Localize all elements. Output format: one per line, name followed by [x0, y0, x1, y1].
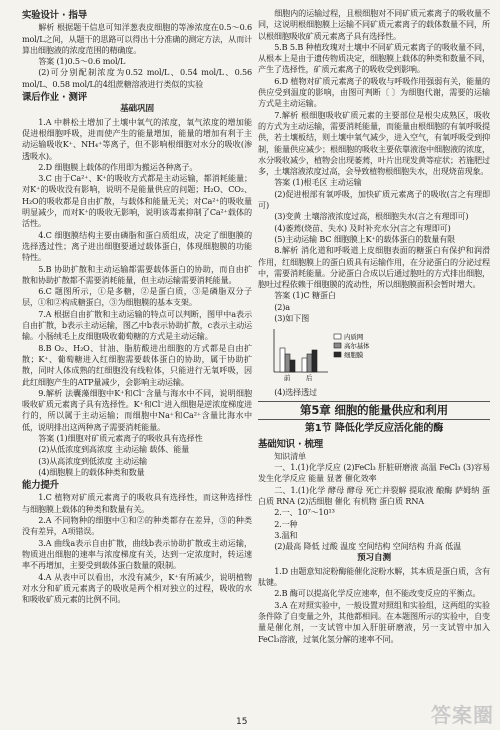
- legend-label: 高尔基体: [344, 342, 370, 351]
- paragraph: (2)从低浓度到高浓度 主动运输 载体、能量: [38, 444, 190, 455]
- paragraph: 8.解析 消化道和呼吸道上皮细胞表面的糖蛋白有保护和润滑作用，红细胞膜上的蛋白质具有运输作用，在分泌蛋白的分泌过程中，需要消耗能量。分泌蛋白合成以后通过胞吐的方式排出细胞，胞吐过程依赖于细胞膜的流动性，所以细胞膜面积会暂时增大。: [258, 245, 490, 290]
- paragraph: 2.A 不同物种的细胞中①和②的种类都存在差异，③的种类没有差异，A项错误。: [22, 515, 252, 537]
- paragraph: 5.B 5.B 种植玫瑰对土壤中不同矿质元素离子的吸收量不同，从根本上是由于遗传物质决定，细胞膜上载体的种类和数量不同，产生了选择性，矿质元素离子的吸收受到影响。: [258, 41, 490, 75]
- sub-heading: 基础巩固: [120, 104, 154, 115]
- paragraph: (2)可分别配制浓度为0.52 mol/L、0.54 mol/L、0.56 mol/L、0.58 mol/L的4组蔗糖溶液进行类似的实验: [22, 67, 252, 89]
- bar-0-1: [285, 354, 290, 372]
- x-tick-label: 前: [283, 374, 291, 383]
- paragraph: 2.一、10⁷～10¹³: [274, 507, 335, 518]
- paragraph: 2.B 酶可以提高化学反应速率，但不能改变反应的平衡点。: [274, 588, 481, 599]
- paragraph: 5.B 协助扩散和主动运输都需要载体蛋白的协助，而自由扩散和协助扩散都不需要消耗能量，但主动运输需要消耗能量。: [22, 263, 252, 285]
- left-column: [22, 8, 252, 605]
- section-heading: 课后作业 · 测评: [22, 92, 87, 104]
- paragraph: 1.D 由题意知淀粉酶能催化淀粉水解，其本质是蛋白质，含有肽键。: [258, 565, 490, 588]
- membrane-area-chart: [266, 326, 386, 382]
- paragraph: 答案 (1)根毛区 主动运输: [274, 177, 362, 188]
- paragraph: 二、1.(1)化学 酵母 酵母 死亡并裂解 提取液 酿酶 萨姆纳 蛋白质 RNA (2)活细胞 催化 有机物 蛋白质 RNA: [258, 484, 490, 506]
- paragraph: 4.A 从表中可以看出，水没有减少，K⁺有所减少，说明植物对水分和矿质元素离子的吸收是两个相对独立的过程，吸收的水和吸收矿质元素的比例不同。: [22, 571, 252, 605]
- sub-heading: 预习自测: [357, 553, 391, 564]
- paragraph: 7.A 根据自由扩散和主动运输的特点可以判断，图甲中a表示自由扩散，b表示主动运输，图乙中b表示协助扩散，c表示主动运输。小肠绒毛上皮细胞吸收葡萄糖的方式是主动运输。: [22, 308, 252, 342]
- paragraph: 7.解析 根细胞吸收矿质元素的主要部位是根尖成熟区，吸收的方式为主动运输，需要消耗能量，而能量由根细胞的有氧呼吸提供，若土壤板结，则土壤中氧气减少，进入空气，有氧呼吸受到抑制，能量供应减少；根细胞的吸收主要依靠液泡中细胞液的浓度，水分吸收减少，植物会出现萎蔫，叶片出现发黄等症状；若施肥过多，土壤溶液浓度过高，会导致植物根细胞失水，出现烧苗现象。: [258, 109, 490, 177]
- bar-0-2: [290, 360, 295, 372]
- paragraph: 9.解析 法囊藻细胞中K⁺和Cl⁻含量与海水中不同，说明细胞吸收矿质元素离子具有选择性。K⁺和Cl⁻进入细胞是逆浓度梯度进行的，所以属于主动运输；而细胞中Na⁺和Ca²⁺含量比海水中低，说明排出这两种离子需要消耗能量。: [22, 387, 252, 432]
- legend-swatch: [334, 334, 341, 339]
- paragraph: (2)a: [274, 301, 290, 312]
- paragraph: 答案 (1)细胞对矿质元素离子的吸收具有选择性: [38, 432, 203, 443]
- legend-swatch: [334, 343, 341, 348]
- paragraph: (4)萎蔫(烧苗、失水) 及时补充水分(言之有理即可): [274, 222, 451, 233]
- paragraph: 6.D 植物对矿质元素离子的吸收与呼吸作用强弱有关，能量的供应受到温度的影响，由图可判断〔 〕为细胞代谢，需要的运输方式是主动运输。: [258, 75, 490, 109]
- paragraph: (3)从高浓度到低浓度 主动运输: [38, 455, 147, 466]
- right-column: [258, 8, 490, 645]
- paragraph: 知识清单: [274, 450, 306, 461]
- paragraph: 解析 根据题干信息可知洋葱表皮细胞的等渗浓度在0.5～0.6 mol/L之间，从题干的思路可以得出十分准确的测定方法，从而计算出细胞液的浓度范围的精确度。: [22, 22, 252, 55]
- paragraph: (5)主动运输 BC 细胞膜上K⁺的载体蛋白的数量有限: [274, 233, 456, 244]
- paragraph: 1.C 植物对矿质元素离子的吸收具有选择性，而这种选择性与细胞膜上载体的种类和数量有关。: [22, 492, 252, 514]
- paragraph: (4)细胞膜上的载体种类和数量: [38, 466, 145, 477]
- paragraph: 细胞内的运输过程，且根细胞对不同矿质元素离子的吸收量不同，这说明根细胞膜上运输不同矿质元素离子的载体数量不同，所以根细胞吸收矿质元素离子具有选择性。: [258, 8, 490, 41]
- paragraph: 6.C 题图所示，①是多糖，②是蛋白质，③是磷脂双分子层，①和②构成糖蛋白，③为细胞膜的基本支架。: [22, 286, 252, 308]
- legend-swatch: [334, 352, 341, 357]
- paragraph: (3)变黄 土壤溶液浓度过高，根细胞失水(言之有理即可): [274, 211, 469, 222]
- paragraph: (2)最高 降低 过酸 温度 空间结构 空间结构 升高 低温: [274, 541, 462, 552]
- paragraph: 答案 (1)0.5～0.6 mol/L: [38, 56, 126, 67]
- paragraph: (4)选择透过: [274, 386, 317, 397]
- paragraph: 答案 (1)C 糖蛋白: [274, 290, 336, 301]
- paragraph: 3.C 由于Ca²⁺、K⁺的吸收方式都是主动运输，都消耗能量；对K⁺的吸收没有影响，说明不是能量供应的问题；H₂O、CO₂、H₂O的吸收都是自由扩散，与载体和能量无关；对Ca²⁺的吸收量明显减少，而对K⁺的吸收无影响，说明该毒素抑制了Ca²⁺载体的活性。: [22, 173, 252, 229]
- lesson-title: 第1节 降低化学反应活化能的酶: [304, 423, 444, 435]
- paragraph: (3)如下图: [274, 313, 310, 324]
- section-heading: 能力提升: [22, 480, 59, 492]
- x-tick-label: 后: [305, 374, 313, 383]
- paragraph: 4.C 细胞膜结构主要由磷脂和蛋白质组成，决定了细胞膜的选择透过性；离子进出细胞要通过载体蛋白，体现细胞膜的功能特性。: [22, 229, 252, 263]
- section-heading: 实验设计 · 指导: [22, 10, 87, 21]
- bar-1-0: [302, 358, 307, 372]
- section-heading: 基础知识 · 梳理: [258, 438, 323, 450]
- bar-0-0: [280, 348, 285, 372]
- legend-label: 内质网: [344, 333, 364, 342]
- page-number: 15: [236, 717, 248, 727]
- paragraph: 一、1.(1)化学反应 (2)FeCl₃ 肝脏研磨液 高温 FeCl₃ (3)容易发生化学反应 能量 显著 催化效率: [258, 462, 490, 484]
- paragraph: 3.A 在对照实验中，一般设置对照组和实验组，这两组的实验条件除了自变量之外，其他都相同。在本题图所示的实验中，自变量是催化剂，一支试管中加入肝脏研磨液，另一支试管中加入FeCl₃溶液，过氧化氢分解的速率不同。: [258, 599, 490, 644]
- paragraph: 8.B O₂、H₂O、甘油、脂肪酸进出细胞的方式都是自由扩散；K⁺、葡萄糖进入红细胞需要载体蛋白的协助，属于协助扩散，同时人体成熟的红细胞没有线粒体，只能进行无氧呼吸，因此红细胞产生的ATP量减少，会影响主动运输。: [22, 342, 252, 387]
- paragraph: 1.A 中耕松土增加了土壤中氧气的浓度，氧气浓度的增加能促进根细胞呼吸，进而使产生的能量增加，能量的增加有利于主动运输吸收K⁺、NH₄⁺等离子，但不影响根细胞对水分的吸收(渗透吸水)。: [22, 116, 252, 161]
- paragraph: 2.D 细胞膜上载体的作用即为搬运各种离子。: [38, 161, 198, 172]
- legend-label: 细胞膜: [344, 351, 364, 360]
- bar-1-2: [312, 350, 317, 372]
- paragraph: 3.温和: [274, 529, 298, 540]
- paragraph: 2.一种: [274, 518, 298, 529]
- paragraph: 3.A 曲线a表示自由扩散，曲线b表示协助扩散或主动运输，物质进出细胞的速率与浓度梯度有关，达到一定浓度时，转运速率不再增加，主要受到载体蛋白数量的限制。: [22, 537, 252, 571]
- watermark-logo: 答案圈: [431, 703, 494, 727]
- bar-1-1: [307, 354, 312, 372]
- chapter-title: 第5章 细胞的能量供应和利用: [258, 401, 490, 420]
- paragraph: (2)促进根部有氧呼吸，加快矿质元素离子的吸收(言之有理即可): [258, 188, 490, 211]
